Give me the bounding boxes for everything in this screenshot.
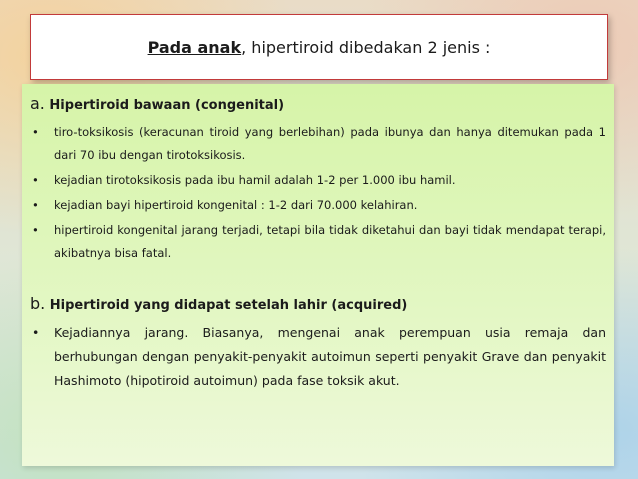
section-b-letter: b. — [30, 294, 46, 313]
title-emphasis: Pada anak — [147, 37, 242, 57]
list-item: • kejadian tirotoksikosis pada ibu hamil adalah 1-2 per 1.000 ibu hamil. — [30, 169, 606, 192]
title-rest: , hipertiroid dibedakan 2 jenis : — [241, 37, 491, 57]
bullet-icon: • — [32, 198, 39, 212]
bullet-icon: • — [32, 125, 39, 139]
bullet-icon: • — [32, 223, 39, 237]
list-item: • hipertiroid kongenital jarang terjadi, tetapi bila tidak diketahui dan bayi tidak mendapat terapi, akibatnya bisa fatal. — [30, 219, 606, 265]
list-item: • kejadian bayi hipertiroid kongenital : 1-2 dari 70.000 kelahiran. — [30, 194, 606, 217]
section-a-title: Hipertiroid bawaan (congenital) — [49, 98, 285, 113]
section-a-heading — [30, 95, 606, 115]
section-a-letter: a. — [30, 94, 45, 113]
bullet-icon: • — [32, 173, 39, 187]
section-b-title: Hipertiroid yang didapat setelah lahir (acquired) — [49, 298, 408, 313]
slide-title — [30, 14, 608, 80]
section-b-heading — [30, 295, 606, 315]
section-b-list — [30, 321, 606, 393]
list-item: • tiro-toksikosis (keracunan tiroid yang berlebihan) pada ibunya dan hanya ditemukan pada 1 dari 70 ibu dengan tirotoksikosis. — [30, 121, 606, 167]
bullet-icon: • — [32, 325, 40, 340]
content-panel — [22, 84, 614, 466]
list-item: • Kejadiannya jarang. Biasanya, mengenai anak perempuan usia remaja dan berhubungan dengan penyakit-penyakit autoimun seperti penyakit Grave dan penyakit Hashimoto (hipotiroid autoimun) pada fase toksik akut. — [30, 321, 606, 393]
section-a-list — [30, 121, 606, 265]
